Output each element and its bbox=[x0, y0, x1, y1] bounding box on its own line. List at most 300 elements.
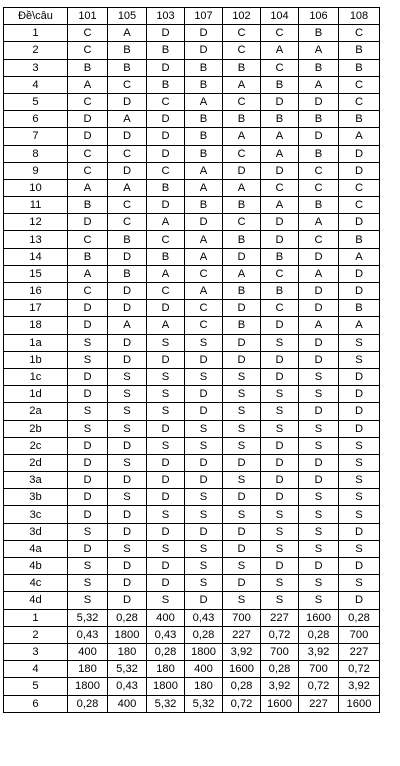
question-label-cell: 5 bbox=[4, 678, 68, 695]
answer-cell: 1800 bbox=[108, 626, 147, 643]
answer-cell: 0,43 bbox=[108, 678, 147, 695]
answer-cell: 0,28 bbox=[68, 695, 108, 712]
answer-cell: D bbox=[108, 575, 147, 592]
question-label-cell: 10 bbox=[4, 179, 68, 196]
answer-cell: S bbox=[147, 592, 185, 609]
answer-cell: D bbox=[68, 454, 108, 471]
answer-cell: D bbox=[108, 334, 147, 351]
answer-cell: A bbox=[185, 231, 223, 248]
answer-cell: S bbox=[185, 420, 223, 437]
answer-cell: B bbox=[185, 59, 223, 76]
table-row bbox=[4, 626, 380, 643]
table-row bbox=[4, 265, 380, 282]
answer-cell: 400 bbox=[185, 661, 223, 678]
answer-cell: D bbox=[68, 111, 108, 128]
answer-cell: D bbox=[339, 162, 380, 179]
answer-cell: D bbox=[108, 248, 147, 265]
question-label-cell: 12 bbox=[4, 214, 68, 231]
answer-cell: B bbox=[339, 231, 380, 248]
answer-cell: D bbox=[147, 25, 185, 42]
answer-cell: B bbox=[261, 111, 299, 128]
answer-cell: D bbox=[108, 300, 147, 317]
answer-cell: D bbox=[68, 300, 108, 317]
table-row bbox=[4, 25, 380, 42]
answer-cell: S bbox=[147, 403, 185, 420]
answer-cell: A bbox=[108, 25, 147, 42]
answer-cell: D bbox=[299, 334, 339, 351]
question-label-cell: 17 bbox=[4, 300, 68, 317]
answer-cell: B bbox=[261, 283, 299, 300]
question-label-cell: 13 bbox=[4, 231, 68, 248]
question-label-cell: 7 bbox=[4, 128, 68, 145]
answer-cell: D bbox=[223, 162, 261, 179]
answer-cell: A bbox=[68, 179, 108, 196]
answer-cell: 0,28 bbox=[261, 661, 299, 678]
answer-cell: D bbox=[185, 454, 223, 471]
answer-cell: S bbox=[147, 540, 185, 557]
answer-cell: S bbox=[339, 489, 380, 506]
question-label-cell: 6 bbox=[4, 695, 68, 712]
answer-cell: D bbox=[185, 523, 223, 540]
answer-cell: 0,72 bbox=[339, 661, 380, 678]
table-row bbox=[4, 317, 380, 334]
answer-cell: D bbox=[147, 128, 185, 145]
answer-cell: 1800 bbox=[147, 678, 185, 695]
answer-cell: D bbox=[261, 231, 299, 248]
answer-cell: S bbox=[223, 420, 261, 437]
answer-cell: 0,43 bbox=[147, 626, 185, 643]
answer-cell: 0,28 bbox=[223, 678, 261, 695]
answer-cell: D bbox=[223, 575, 261, 592]
answer-cell: D bbox=[147, 111, 185, 128]
table-row bbox=[4, 575, 380, 592]
answer-cell: S bbox=[261, 575, 299, 592]
answer-cell: D bbox=[185, 592, 223, 609]
answer-cell: C bbox=[339, 197, 380, 214]
answer-cell: C bbox=[339, 93, 380, 110]
table-row bbox=[4, 609, 380, 626]
answer-cell: 5,32 bbox=[185, 695, 223, 712]
table-row bbox=[4, 437, 380, 454]
question-label-cell: 2 bbox=[4, 626, 68, 643]
answer-cell: S bbox=[147, 368, 185, 385]
answer-cell: A bbox=[261, 197, 299, 214]
answer-cell: B bbox=[147, 248, 185, 265]
answer-cell: A bbox=[299, 317, 339, 334]
answer-cell: S bbox=[339, 454, 380, 471]
answer-cell: B bbox=[108, 59, 147, 76]
answer-cell: A bbox=[108, 317, 147, 334]
question-label-cell: 2b bbox=[4, 420, 68, 437]
answer-cell: D bbox=[261, 162, 299, 179]
question-label-cell: 9 bbox=[4, 162, 68, 179]
question-label-cell: 2c bbox=[4, 437, 68, 454]
answer-cell: S bbox=[261, 523, 299, 540]
answer-cell: B bbox=[299, 197, 339, 214]
answer-cell: D bbox=[223, 540, 261, 557]
answer-cell: A bbox=[68, 76, 108, 93]
answer-cell: 700 bbox=[223, 609, 261, 626]
answer-cell: D bbox=[68, 214, 108, 231]
answer-cell: D bbox=[339, 265, 380, 282]
answer-cell: D bbox=[68, 368, 108, 385]
answer-cell: C bbox=[261, 25, 299, 42]
answer-cell: D bbox=[299, 351, 339, 368]
answer-cell: D bbox=[261, 351, 299, 368]
answer-cell: 180 bbox=[108, 643, 147, 660]
answer-cell: S bbox=[339, 472, 380, 489]
table-row bbox=[4, 214, 380, 231]
answer-cell: D bbox=[147, 523, 185, 540]
answer-cell: D bbox=[339, 386, 380, 403]
answer-cell: 1800 bbox=[68, 678, 108, 695]
question-label-cell: 18 bbox=[4, 317, 68, 334]
question-label-cell: 3d bbox=[4, 523, 68, 540]
answer-cell: C bbox=[339, 25, 380, 42]
answer-cell: S bbox=[185, 334, 223, 351]
answer-cell: S bbox=[185, 540, 223, 557]
answer-cell: D bbox=[299, 283, 339, 300]
answer-cell: S bbox=[68, 334, 108, 351]
answer-cell: S bbox=[261, 506, 299, 523]
answer-cell: C bbox=[299, 179, 339, 196]
question-label-cell: 16 bbox=[4, 283, 68, 300]
table-row bbox=[4, 145, 380, 162]
answer-cell: 1600 bbox=[223, 661, 261, 678]
answer-cell: A bbox=[339, 128, 380, 145]
answer-cell: C bbox=[223, 25, 261, 42]
question-label-cell: 4b bbox=[4, 558, 68, 575]
question-label-cell: 2d bbox=[4, 454, 68, 471]
answer-cell: B bbox=[147, 42, 185, 59]
answer-cell: D bbox=[68, 472, 108, 489]
answer-cell: B bbox=[185, 76, 223, 93]
answer-cell: B bbox=[299, 111, 339, 128]
answer-cell: 700 bbox=[339, 626, 380, 643]
table-row bbox=[4, 42, 380, 59]
answer-cell: S bbox=[223, 472, 261, 489]
answer-cell: D bbox=[108, 283, 147, 300]
question-label-cell: 3b bbox=[4, 489, 68, 506]
answer-cell: S bbox=[299, 368, 339, 385]
answer-cell: S bbox=[299, 437, 339, 454]
answer-cell: D bbox=[339, 523, 380, 540]
answer-cell: B bbox=[223, 111, 261, 128]
answer-cell: D bbox=[185, 472, 223, 489]
header-exam-code-cell: 102 bbox=[223, 8, 261, 25]
answer-cell: D bbox=[185, 42, 223, 59]
answer-cell: S bbox=[68, 592, 108, 609]
answer-cell: A bbox=[299, 42, 339, 59]
answer-cell: 227 bbox=[339, 643, 380, 660]
answer-cell: A bbox=[299, 265, 339, 282]
answer-cell: C bbox=[185, 265, 223, 282]
answer-cell: S bbox=[185, 368, 223, 385]
answer-cell: 1600 bbox=[261, 695, 299, 712]
answer-cell: S bbox=[108, 368, 147, 385]
answer-cell: B bbox=[68, 248, 108, 265]
answer-cell: C bbox=[147, 162, 185, 179]
table-row bbox=[4, 420, 380, 437]
answer-cell: S bbox=[68, 558, 108, 575]
answer-cell: A bbox=[147, 214, 185, 231]
answer-cell: D bbox=[108, 506, 147, 523]
answer-cell: A bbox=[147, 265, 185, 282]
answer-cell: C bbox=[108, 214, 147, 231]
answer-cell: C bbox=[339, 76, 380, 93]
answer-cell: A bbox=[147, 317, 185, 334]
table-row bbox=[4, 351, 380, 368]
answer-cell: A bbox=[223, 265, 261, 282]
question-label-cell: 5 bbox=[4, 93, 68, 110]
answer-cell: B bbox=[339, 111, 380, 128]
answer-cell: S bbox=[68, 403, 108, 420]
answer-cell: S bbox=[223, 558, 261, 575]
answer-cell: D bbox=[339, 420, 380, 437]
answer-cell: C bbox=[68, 93, 108, 110]
answer-cell: B bbox=[68, 59, 108, 76]
table-row bbox=[4, 472, 380, 489]
answer-cell: S bbox=[223, 592, 261, 609]
table-row bbox=[4, 283, 380, 300]
answer-cell: A bbox=[185, 93, 223, 110]
answer-cell: 180 bbox=[68, 661, 108, 678]
table-row bbox=[4, 695, 380, 712]
answer-cell: A bbox=[261, 145, 299, 162]
answer-cell: S bbox=[108, 403, 147, 420]
question-label-cell: 1a bbox=[4, 334, 68, 351]
question-label-cell: 1c bbox=[4, 368, 68, 385]
answer-cell: S bbox=[185, 437, 223, 454]
question-label-cell: 4 bbox=[4, 661, 68, 678]
table-row bbox=[4, 179, 380, 196]
question-label-cell: 3a bbox=[4, 472, 68, 489]
answer-cell: S bbox=[339, 334, 380, 351]
answer-cell: D bbox=[108, 592, 147, 609]
answer-cell: D bbox=[68, 506, 108, 523]
answer-cell: 5,32 bbox=[147, 695, 185, 712]
answer-cell: D bbox=[339, 368, 380, 385]
answer-cell: B bbox=[223, 59, 261, 76]
table-row bbox=[4, 197, 380, 214]
answer-cell: S bbox=[68, 351, 108, 368]
table-row bbox=[4, 643, 380, 660]
answer-cell: D bbox=[261, 454, 299, 471]
answer-cell: D bbox=[108, 162, 147, 179]
answer-cell: S bbox=[339, 575, 380, 592]
answer-cell: D bbox=[147, 489, 185, 506]
answer-cell: S bbox=[299, 506, 339, 523]
table-row bbox=[4, 93, 380, 110]
answer-cell: S bbox=[339, 437, 380, 454]
answer-cell: B bbox=[185, 111, 223, 128]
answer-cell: 3,92 bbox=[299, 643, 339, 660]
answer-cell: B bbox=[299, 59, 339, 76]
answer-cell: A bbox=[223, 128, 261, 145]
answer-cell: D bbox=[68, 437, 108, 454]
answer-cell: 400 bbox=[68, 643, 108, 660]
answer-cell: D bbox=[261, 472, 299, 489]
answer-cell: D bbox=[108, 351, 147, 368]
answer-cell: A bbox=[108, 111, 147, 128]
answer-cell: A bbox=[339, 248, 380, 265]
table-row bbox=[4, 661, 380, 678]
answer-cell: 3,92 bbox=[339, 678, 380, 695]
answer-cell: D bbox=[68, 128, 108, 145]
answer-cell: D bbox=[108, 472, 147, 489]
answer-cell: A bbox=[339, 317, 380, 334]
answer-cell: S bbox=[299, 420, 339, 437]
answer-cell: C bbox=[68, 231, 108, 248]
answer-cell: S bbox=[68, 523, 108, 540]
answer-cell: S bbox=[299, 523, 339, 540]
header-exam-code-cell: 105 bbox=[108, 8, 147, 25]
answer-cell: S bbox=[108, 386, 147, 403]
question-label-cell: 3 bbox=[4, 59, 68, 76]
table-row bbox=[4, 162, 380, 179]
answer-cell: A bbox=[68, 265, 108, 282]
answer-cell: S bbox=[261, 592, 299, 609]
answer-cell: 400 bbox=[147, 609, 185, 626]
question-label-cell: 14 bbox=[4, 248, 68, 265]
table-row bbox=[4, 300, 380, 317]
answer-cell: 227 bbox=[299, 695, 339, 712]
answer-cell: D bbox=[339, 558, 380, 575]
question-label-cell: 3 bbox=[4, 643, 68, 660]
answer-cell: B bbox=[261, 76, 299, 93]
answer-cell: S bbox=[339, 351, 380, 368]
header-exam-code-cell: 104 bbox=[261, 8, 299, 25]
answer-cell: S bbox=[185, 558, 223, 575]
answer-cell: D bbox=[223, 248, 261, 265]
answer-cell: D bbox=[299, 403, 339, 420]
header-exam-code-cell: 103 bbox=[147, 8, 185, 25]
question-label-cell: 2a bbox=[4, 403, 68, 420]
answer-cell: D bbox=[68, 489, 108, 506]
answer-cell: S bbox=[339, 506, 380, 523]
answer-cell: S bbox=[185, 506, 223, 523]
answer-cell: 0,43 bbox=[68, 626, 108, 643]
answer-cell: D bbox=[108, 93, 147, 110]
answer-cell: C bbox=[339, 179, 380, 196]
answer-cell: B bbox=[299, 145, 339, 162]
answer-cell: C bbox=[261, 59, 299, 76]
answer-cell: B bbox=[339, 300, 380, 317]
answer-cell: B bbox=[223, 231, 261, 248]
answer-cell: D bbox=[147, 575, 185, 592]
header-exam-code-cell: 108 bbox=[339, 8, 380, 25]
answer-cell: 0,72 bbox=[223, 695, 261, 712]
table-row bbox=[4, 334, 380, 351]
answer-cell: D bbox=[68, 386, 108, 403]
answer-cell: C bbox=[185, 300, 223, 317]
answer-cell: D bbox=[299, 248, 339, 265]
answer-cell: D bbox=[223, 300, 261, 317]
answer-cell: D bbox=[261, 558, 299, 575]
answer-cell: B bbox=[223, 197, 261, 214]
answer-cell: S bbox=[299, 575, 339, 592]
answer-cell: 0,72 bbox=[299, 678, 339, 695]
answer-cell: D bbox=[68, 317, 108, 334]
answer-cell: S bbox=[108, 454, 147, 471]
answer-cell: B bbox=[147, 179, 185, 196]
answer-cell: D bbox=[147, 351, 185, 368]
table-row bbox=[4, 540, 380, 557]
answer-cell: C bbox=[108, 76, 147, 93]
answer-cell: S bbox=[223, 437, 261, 454]
answer-cell: D bbox=[299, 93, 339, 110]
answer-cell: D bbox=[185, 386, 223, 403]
answer-cell: S bbox=[261, 420, 299, 437]
answer-cell: D bbox=[108, 128, 147, 145]
answer-cell: C bbox=[108, 197, 147, 214]
answer-cell: D bbox=[299, 454, 339, 471]
answer-cell: A bbox=[108, 179, 147, 196]
answer-cell: B bbox=[108, 265, 147, 282]
answer-cell: S bbox=[147, 334, 185, 351]
answer-cell: 1600 bbox=[339, 695, 380, 712]
answer-cell: 0,28 bbox=[147, 643, 185, 660]
answer-cell: S bbox=[261, 386, 299, 403]
question-label-cell: 3c bbox=[4, 506, 68, 523]
answer-cell: S bbox=[339, 540, 380, 557]
answer-cell: 5,32 bbox=[68, 609, 108, 626]
answer-cell: 400 bbox=[108, 695, 147, 712]
answer-cell: A bbox=[299, 214, 339, 231]
answer-cell: B bbox=[223, 317, 261, 334]
answer-cell: S bbox=[299, 386, 339, 403]
answer-cell: D bbox=[108, 523, 147, 540]
answer-cell: D bbox=[339, 592, 380, 609]
table-row bbox=[4, 386, 380, 403]
answer-cell: S bbox=[299, 489, 339, 506]
answer-cell: D bbox=[147, 420, 185, 437]
answer-cell: B bbox=[68, 197, 108, 214]
question-label-cell: 2 bbox=[4, 42, 68, 59]
table-row bbox=[4, 111, 380, 128]
answer-cell: D bbox=[223, 351, 261, 368]
answer-cell: D bbox=[339, 403, 380, 420]
answer-cell: C bbox=[223, 145, 261, 162]
answer-cell: A bbox=[185, 248, 223, 265]
answer-cell: S bbox=[299, 592, 339, 609]
answer-cell: 180 bbox=[147, 661, 185, 678]
answer-cell: C bbox=[223, 42, 261, 59]
answer-cell: C bbox=[147, 93, 185, 110]
answer-cell: D bbox=[108, 437, 147, 454]
answer-cell: S bbox=[299, 540, 339, 557]
answer-cell: A bbox=[261, 128, 299, 145]
answer-cell: S bbox=[147, 437, 185, 454]
answer-cell: D bbox=[223, 489, 261, 506]
answer-cell: A bbox=[185, 179, 223, 196]
question-label-cell: 1 bbox=[4, 609, 68, 626]
answer-cell: D bbox=[223, 523, 261, 540]
answer-cell: D bbox=[339, 283, 380, 300]
answer-cell: D bbox=[147, 300, 185, 317]
answer-cell: S bbox=[108, 420, 147, 437]
answer-cell: B bbox=[339, 59, 380, 76]
answer-cell: B bbox=[185, 145, 223, 162]
table-row bbox=[4, 523, 380, 540]
header-row bbox=[4, 8, 380, 25]
question-label-cell: 15 bbox=[4, 265, 68, 282]
answer-cell: S bbox=[223, 403, 261, 420]
question-label-cell: 4c bbox=[4, 575, 68, 592]
answer-cell: 700 bbox=[261, 643, 299, 660]
answer-cell: 0,28 bbox=[108, 609, 147, 626]
answer-cell: D bbox=[261, 214, 299, 231]
